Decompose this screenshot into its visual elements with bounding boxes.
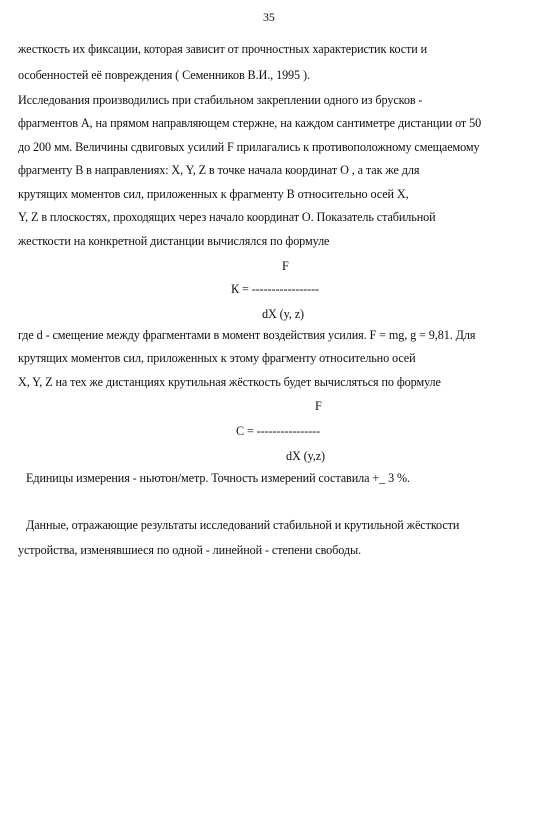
paragraph-line: крутящих моментов сил, приложенных к этому фрагменту относительно осей bbox=[18, 351, 416, 365]
paragraph-line: где d - смещение между фрагментами в момент воздействия усилия. F = mg, g = 9,81. Для bbox=[18, 328, 476, 342]
formula-c-numerator: F bbox=[315, 399, 322, 413]
paragraph-line: до 200 мм. Величины сдвиговых усилий F прилагались к противоположному смещаемому bbox=[18, 140, 480, 154]
paragraph-line: X, Y, Z на тех же дистанциях крутильная жёсткость будет вычисляться по формуле bbox=[18, 375, 441, 389]
paragraph-line: жесткости на конкретной дистанции вычислялся по формуле bbox=[18, 234, 330, 248]
formula-c-denominator: dX (y,z) bbox=[286, 449, 326, 463]
paragraph-line: жесткость их фиксации, которая зависит от прочностных характеристик кости и bbox=[18, 42, 428, 56]
paragraph-line: особенностей её повреждения ( Семенников В.И., 1995 ). bbox=[18, 68, 310, 82]
paragraph-line: устройства, изменявшиеся по одной - линейной - степени свободы. bbox=[18, 543, 362, 557]
paragraph-line: Исследования производились при стабильном закреплении одного из брусков - bbox=[18, 93, 423, 107]
units-accuracy-line: Единицы измерения - ньютон/метр. Точность измерений составила +_ 3 %. bbox=[26, 471, 411, 485]
paragraph-line: фрагменту В в направлениях: X, Y, Z в точке начала координат О , а так же для bbox=[18, 163, 420, 177]
paragraph-line: фрагментов А, на прямом направляющем стержне, на каждом сантиметре дистанции от 50 bbox=[18, 116, 482, 130]
paragraph-line: крутящих моментов сил, приложенных к фрагменту В относительно осей X, bbox=[18, 187, 409, 201]
formula-k-lhs: К = ----------------- bbox=[231, 282, 319, 296]
paragraph-line: Данные, отражающие результаты исследований стабильной и крутильной жёсткости bbox=[26, 518, 460, 532]
paragraph-line: Y, Z в плоскостях, проходящих через начало координат О. Показатель стабильной bbox=[18, 210, 436, 224]
formula-k-denominator: dX (y, z) bbox=[262, 307, 304, 321]
formula-c-lhs: С = ---------------- bbox=[236, 424, 321, 438]
page-number: 35 bbox=[263, 10, 275, 24]
formula-k-numerator: F bbox=[282, 259, 289, 273]
